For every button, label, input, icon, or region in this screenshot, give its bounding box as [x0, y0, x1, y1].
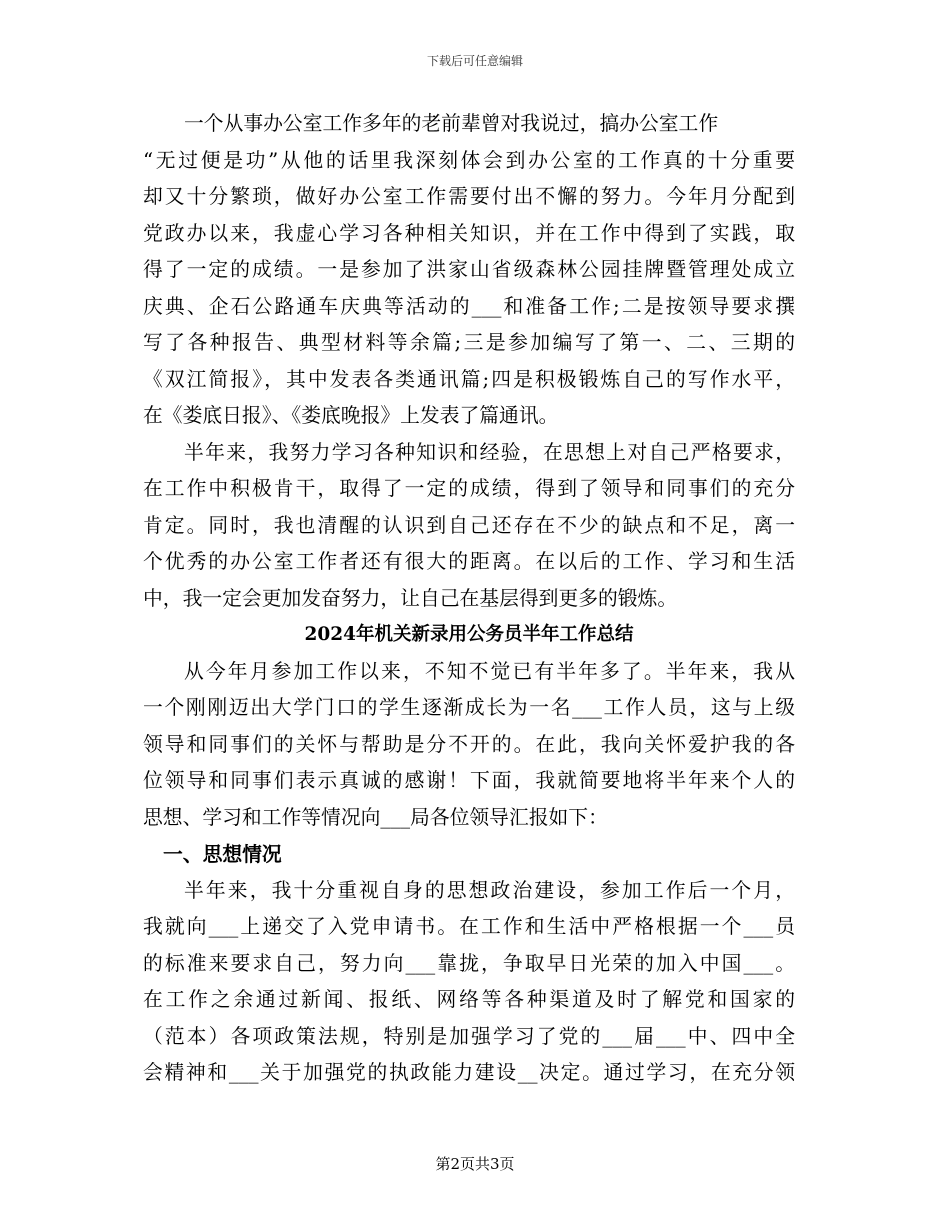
paragraph-4 — [143, 873, 795, 1092]
text-line: 半年来，我努力学习各种知识和经验，在思想上对自己严格要求， — [184, 440, 795, 464]
text-line: 一个从事办公室工作多年的老前辈曾对我说过，搞办公室工作 — [184, 112, 719, 135]
paragraph-1 — [143, 106, 795, 435]
text-line: 位领导和同事们表示真诚的感谢！下面，我就简要地将半年来个人的 — [143, 769, 795, 792]
text-line: 《双江简报》，其中发表各类通讯篇;四是积极锻炼自己的写作水平， — [143, 367, 795, 391]
text-line: 肯定。同时，我也清醒的认识到自己还存在不少的缺点和不足，离一 — [143, 513, 795, 537]
text-line: 在工作中积极肯干，取得了一定的成绩，得到了领导和同事们的充分 — [143, 477, 795, 500]
text-line: 庆典、企石公路通车庆典等活动的___和准备工作;二是按领导要求撰 — [143, 294, 795, 318]
page-header: 下载后可任意编辑 — [426, 54, 523, 68]
text-line: 思想、学习和工作等情况向___局各位领导汇报如下： — [143, 805, 608, 829]
paragraph-3 — [143, 654, 795, 837]
text-line: 一个刚刚迈出大学门口的学生逐渐成长为一名___工作人员，这与上级 — [143, 696, 795, 719]
text-line: 我就向___上递交了入党申请书。在工作和生活中严格根据一个___员 — [143, 915, 795, 938]
text-line: 党政办以来，我虚心学习各种相关知识，并在工作中得到了实践，取 — [143, 221, 795, 245]
text-line: 领导和同事们的关怀与帮助是分不开的。在此，我向关怀爱护我的各 — [143, 732, 795, 756]
text-line: “无过便是功”从他的话里我深刻体会到办公室的工作真的十分重要 — [143, 148, 795, 172]
page-footer: 第2页共3页 — [435, 1155, 515, 1173]
document-title: 2024年机关新录用公务员半年工作总结 — [304, 624, 634, 645]
text-line: 的标准来要求自己，努力向___靠拢，争取早日光荣的加入中国___。 — [143, 951, 795, 975]
text-line: 却又十分繁琐，做好办公室工作需要付出不懈的努力。今年月分配到 — [143, 185, 795, 208]
text-line: 中，我一定会更加发奋努力，让自己在基层得到更多的锻炼。 — [143, 586, 678, 610]
text-line: 从今年月参加工作以来，不知不觉已有半年多了。半年来，我从 — [184, 659, 795, 683]
text-line: 在工作之余通过新闻、报纸、网络等各种渠道及时了解党和国家的 — [143, 988, 795, 1011]
document-body — [143, 106, 795, 1092]
section-heading: 一、思想情况 — [163, 842, 282, 866]
text-line: 会精神和___关于加强党的执政能力建设__决定。通过学习，在充分领 — [143, 1061, 795, 1084]
text-line: 得了一定的成绩。一是参加了洪家山省级森林公园挂牌暨管理处成立 — [143, 258, 795, 281]
text-line: 写了各种报告、典型材料等余篇;三是参加编写了第一、二、三期的 — [143, 331, 795, 354]
text-line: 半年来，我十分重视自身的思想政治建设，参加工作后一个月， — [184, 878, 795, 902]
text-line: 个优秀的办公室工作者还有很大的距离。在以后的工作、学习和生活 — [143, 550, 795, 573]
paragraph-2 — [143, 435, 795, 618]
text-line: 在《娄底日报》、《娄底晚报》上发表了篇通讯。 — [143, 404, 559, 427]
text-line: （范本）各项政策法规，特别是加强学习了党的___届___中、四中全 — [143, 1024, 795, 1048]
